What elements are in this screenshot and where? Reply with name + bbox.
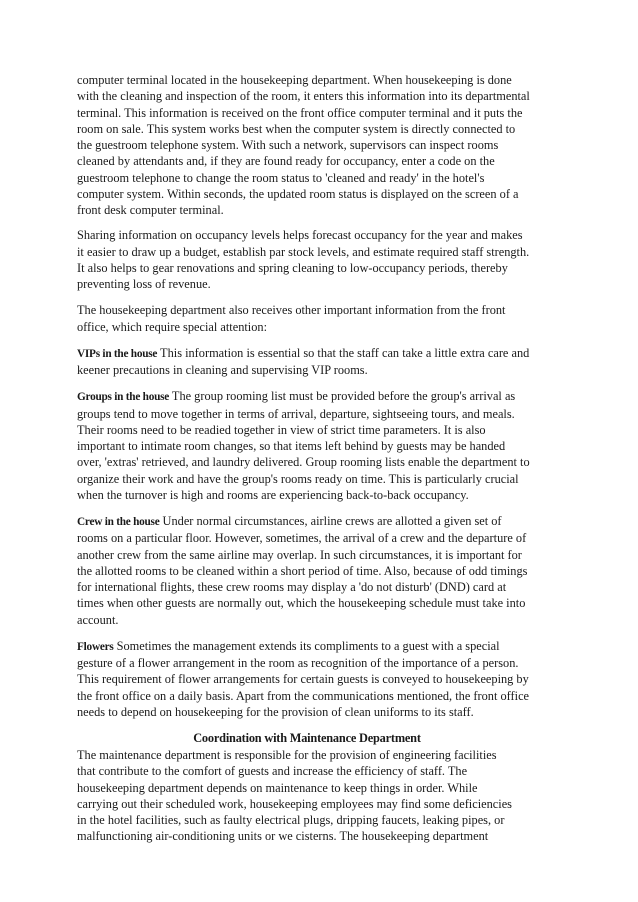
- text-line: gesture of a flower arrangement in the room as recognition of the importance of a person.: [77, 656, 519, 670]
- text-line: room on sale. This system works best when the computer system is directly connected to: [77, 121, 516, 136]
- text-line: the guestroom telephone system. With such a network, supervisors can inspect rooms: [77, 138, 499, 152]
- text-line: with the cleaning and inspection of the room, it enters this information into its departmental: [77, 89, 530, 104]
- paragraph-list: [77, 72, 537, 720]
- text-line: The maintenance department is responsible for the provision of engineering facilities: [77, 748, 497, 762]
- text-line: for international flights, these crew rooms may display a 'do not disturb' (DND) card at: [77, 580, 507, 594]
- paragraph-p1: [77, 72, 537, 218]
- text-line: needs to depend on housekeeping for the provision of clean uniforms to its staff.: [77, 704, 474, 719]
- text-line-rest: Under normal circumstances, airline crews are allotted a given set of: [159, 514, 502, 528]
- text-line: terminal. This information is received on the front office computer terminal and it puts the: [77, 105, 523, 120]
- text-line: times when other guests are normally out, which the housekeeping schedule must take into: [77, 596, 526, 611]
- text-line: when the turnover is high and rooms are experiencing back-to-back occupancy.: [77, 487, 469, 502]
- text-line: Sharing information on occupancy levels helps forecast occupancy for the year and makes: [77, 228, 523, 243]
- text-line: guestroom telephone to change the room status to 'cleaned and ready' in the hotel's: [77, 170, 485, 185]
- paragraph-maintenance: [77, 747, 537, 845]
- paragraph-p4: [77, 345, 537, 379]
- text-line: malfunctioning air-conditioning units or we cisterns. The housekeeping department: [77, 829, 489, 844]
- paragraph-p5: [77, 388, 537, 503]
- text-line: housekeeping department depends on maintenance to keep things in order. While: [77, 780, 478, 795]
- text-line: rooms on a particular floor. However, sometimes, the arrival of a crew and the departure of: [77, 531, 527, 546]
- text-line: it easier to draw up a budget, establish par stock levels, and estimate required staff strength.: [77, 244, 530, 259]
- text-line: preventing loss of revenue.: [77, 277, 211, 291]
- paragraph-p2: [77, 227, 537, 292]
- text-line: office, which require special attention:: [77, 319, 267, 334]
- text-line: Their rooms need to be readied together in view of strict time parameters. It is also: [77, 422, 486, 437]
- text-line: [77, 388, 537, 405]
- text-line: front desk computer terminal.: [77, 203, 224, 217]
- text-line: It also helps to gear renovations and spring cleaning to low-occupancy periods, thereby: [77, 260, 508, 275]
- text-line: the allotted rooms to be cleaned within a short period of time. Also, because of odd timings: [77, 563, 528, 578]
- text-line: keener precautions in cleaning and supervising VIP rooms.: [77, 363, 368, 377]
- text-line: This requirement of flower arrangements for certain guests is conveyed to housekeeping by: [77, 672, 529, 687]
- paragraph-p7: [77, 638, 537, 720]
- text-line: in the hotel facilities, such as faulty electrical plugs, dripping faucets, leaking pipes, or: [77, 813, 505, 827]
- text-line: another crew from the same airline may overlap. In such circumstances, it is important for: [77, 547, 522, 562]
- text-line: that contribute to the comfort of guests and increase the efficiency of staff. The: [77, 764, 468, 779]
- text-line: carrying out their scheduled work, housekeeping employees may find some deficiencies: [77, 796, 512, 811]
- paragraph-p6: [77, 513, 537, 628]
- text-line: account.: [77, 612, 119, 627]
- document-page: [77, 72, 537, 855]
- section-heading: Coordination with Maintenance Department: [193, 731, 421, 745]
- paragraph-term: Flowers: [77, 640, 114, 653]
- text-line: computer system. Within seconds, the updated room status is displayed on the screen of a: [77, 186, 519, 201]
- text-line-rest: The group rooming list must be provided before the group's arrival as: [169, 389, 516, 404]
- text-line-rest: Sometimes the management extends its compliments to a guest with a special: [113, 638, 500, 653]
- paragraph-term: Groups in the house: [77, 391, 170, 404]
- text-line: cleaned by attendants and, if they are found ready for occupancy, enter a code on the: [77, 154, 495, 169]
- paragraph-term: VIPs in the house: [77, 347, 158, 360]
- paragraph-term: Crew in the house: [77, 516, 160, 528]
- text-line-rest: This information is essential so that the staff can take a little extra care and: [157, 345, 530, 360]
- text-line: computer terminal located in the housekeeping department. When housekeeping is done: [77, 73, 512, 87]
- text-line: important to intimate room changes, so that items left behind by guests may be handed: [77, 439, 506, 453]
- text-line: organize their work and have the group's rooms ready on time. This is particularly crucial: [77, 471, 519, 486]
- text-line: [77, 513, 537, 530]
- text-line: groups tend to move together in terms of arrival, departure, sightseeing tours, and meals.: [77, 406, 515, 421]
- text-line: [77, 638, 537, 655]
- text-line: [77, 345, 537, 362]
- paragraph-p3: [77, 302, 537, 335]
- text-line: The housekeeping department also receives other important information from the front: [77, 303, 506, 318]
- text-line: the front office on a daily basis. Apart from the communications mentioned, the front office: [77, 688, 530, 703]
- text-line: over, 'extras' retrieved, and laundry delivered. Group rooming lists enable the department to: [77, 455, 530, 470]
